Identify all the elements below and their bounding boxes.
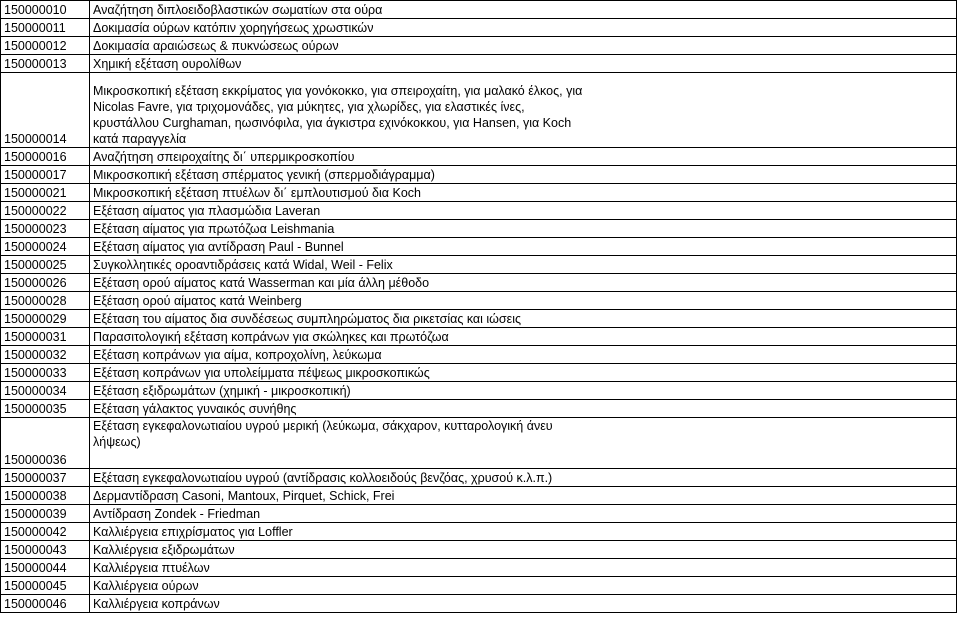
table-row xyxy=(1,202,957,220)
code-cell: 150000014 xyxy=(1,73,90,148)
code-cell: 150000038 xyxy=(1,487,90,505)
description-cell: Δερμαντίδραση Casoni, Mantoux, Pirquet, Schick, Frei xyxy=(90,487,957,505)
table-row xyxy=(1,292,957,310)
code-cell: 150000011 xyxy=(1,19,90,37)
description-cell: Εξέταση εγκεφαλονωτιαίου υγρού μερική (λεύκωμα, σάκχαρον, κυτταρολογική άνευ λήψεως) xyxy=(90,418,957,469)
code-cell: 150000044 xyxy=(1,559,90,577)
description-cell: Εξέταση εξιδρωμάτων (χημική - μικροσκοπική) xyxy=(90,382,957,400)
code-cell: 150000022 xyxy=(1,202,90,220)
table-row xyxy=(1,37,957,55)
code-cell: 150000026 xyxy=(1,274,90,292)
table-row xyxy=(1,184,957,202)
table-row xyxy=(1,382,957,400)
description-cell: Εξέταση αίματος για πρωτόζωα Leishmania xyxy=(90,220,957,238)
code-cell: 150000023 xyxy=(1,220,90,238)
table-row xyxy=(1,523,957,541)
table-row xyxy=(1,166,957,184)
table-row xyxy=(1,469,957,487)
description-cell: Εξέταση ορού αίματος κατά Weinberg xyxy=(90,292,957,310)
code-cell: 150000037 xyxy=(1,469,90,487)
description-cell: Συγκολλητικές οροαντιδράσεις κατά Widal, Weil - Felix xyxy=(90,256,957,274)
table-row xyxy=(1,274,957,292)
code-cell: 150000042 xyxy=(1,523,90,541)
code-cell: 150000035 xyxy=(1,400,90,418)
description-cell: Χημική εξέταση ουρολίθων xyxy=(90,55,957,73)
code-cell: 150000039 xyxy=(1,505,90,523)
description-cell: Δοκιμασία ούρων κατόπιν χορηγήσεως χρωστικών xyxy=(90,19,957,37)
code-cell: 150000028 xyxy=(1,292,90,310)
table-row xyxy=(1,256,957,274)
table-row xyxy=(1,487,957,505)
description-cell: Αναζήτηση διπλοειδοβλαστικών σωματίων στα ούρα xyxy=(90,1,957,19)
table-row xyxy=(1,595,957,613)
code-cell: 150000025 xyxy=(1,256,90,274)
description-cell: Εξέταση αίματος για πλασμώδια Laveran xyxy=(90,202,957,220)
description-cell: Καλλιέργεια ούρων xyxy=(90,577,957,595)
code-cell: 150000012 xyxy=(1,37,90,55)
description-cell: Καλλιέργεια εξιδρωμάτων xyxy=(90,541,957,559)
description-cell: Εξέταση αίματος για αντίδραση Paul - Bunnel xyxy=(90,238,957,256)
code-cell: 150000010 xyxy=(1,1,90,19)
description-cell: Μικροσκοπική εξέταση σπέρματος γενική (σπερμοδιάγραμμα) xyxy=(90,166,957,184)
description-cell: Μικροσκοπική εξέταση πτυέλων δι΄ εμπλουτισμού δια Koch xyxy=(90,184,957,202)
table-row xyxy=(1,1,957,19)
table-row xyxy=(1,328,957,346)
table-row xyxy=(1,400,957,418)
code-cell: 150000036 xyxy=(1,418,90,469)
description-cell: Μικροσκοπική εξέταση εκκρίματος για γονόκοκκο, για σπειροχαίτη, για μαλακό έλκος, για Nicolas Favre, για τριχομονάδες, για μύκητες, για χλωρίδες, για ελαστικές ίνες, κρυστάλλου Curghaman, ηωσινόφιλα, για άγκιστρα εχινόκοκκου, για Hansen, για Koch κατά παραγγελία xyxy=(90,73,957,148)
code-cell: 150000034 xyxy=(1,382,90,400)
code-cell: 150000021 xyxy=(1,184,90,202)
table-row xyxy=(1,505,957,523)
code-cell: 150000043 xyxy=(1,541,90,559)
table-row xyxy=(1,73,957,148)
table-row xyxy=(1,577,957,595)
table-row xyxy=(1,148,957,166)
code-cell: 150000017 xyxy=(1,166,90,184)
table-row xyxy=(1,55,957,73)
code-cell: 150000032 xyxy=(1,346,90,364)
description-cell: Εξέταση ορού αίματος κατά Wasserman και μία άλλη μέθοδο xyxy=(90,274,957,292)
table-row xyxy=(1,220,957,238)
code-cell: 150000033 xyxy=(1,364,90,382)
table-row xyxy=(1,559,957,577)
table-row xyxy=(1,364,957,382)
code-cell: 150000024 xyxy=(1,238,90,256)
description-cell: Δοκιμασία αραιώσεως & πυκνώσεως ούρων xyxy=(90,37,957,55)
code-cell: 150000046 xyxy=(1,595,90,613)
code-cell: 150000031 xyxy=(1,328,90,346)
description-cell: Καλλιέργεια επιχρίσματος για Loffler xyxy=(90,523,957,541)
description-cell: Εξέταση του αίματος δια συνδέσεως συμπληρώματος δια ρικετσίας και ιώσεις xyxy=(90,310,957,328)
description-cell: Εξέταση κοπράνων για υπολείμματα πέψεως μικροσκοπικώς xyxy=(90,364,957,382)
code-cell: 150000029 xyxy=(1,310,90,328)
description-cell: Εξέταση γάλακτος γυναικός συνήθης xyxy=(90,400,957,418)
code-cell: 150000013 xyxy=(1,55,90,73)
description-cell: Αναζήτηση σπειροχαίτης δι΄ υπερμικροσκοπίου xyxy=(90,148,957,166)
description-cell: Καλλιέργεια πτυέλων xyxy=(90,559,957,577)
description-cell: Εξέταση εγκεφαλονωτιαίου υγρού (αντίδρασις κολλοειδούς βενζόας, χρυσού κ.λ.π.) xyxy=(90,469,957,487)
code-cell: 150000045 xyxy=(1,577,90,595)
description-cell: Εξέταση κοπράνων για αίμα, κοπροχολίνη, λεύκωμα xyxy=(90,346,957,364)
table-row xyxy=(1,238,957,256)
table-row xyxy=(1,418,957,469)
table-row xyxy=(1,310,957,328)
description-cell: Αντίδραση Zondek - Friedman xyxy=(90,505,957,523)
table-row xyxy=(1,19,957,37)
table-row xyxy=(1,346,957,364)
description-cell: Καλλιέργεια κοπράνων xyxy=(90,595,957,613)
code-cell: 150000016 xyxy=(1,148,90,166)
description-cell: Παρασιτολογική εξέταση κοπράνων για σκώληκες και πρωτόζωα xyxy=(90,328,957,346)
table-body xyxy=(1,1,957,613)
table-row xyxy=(1,541,957,559)
